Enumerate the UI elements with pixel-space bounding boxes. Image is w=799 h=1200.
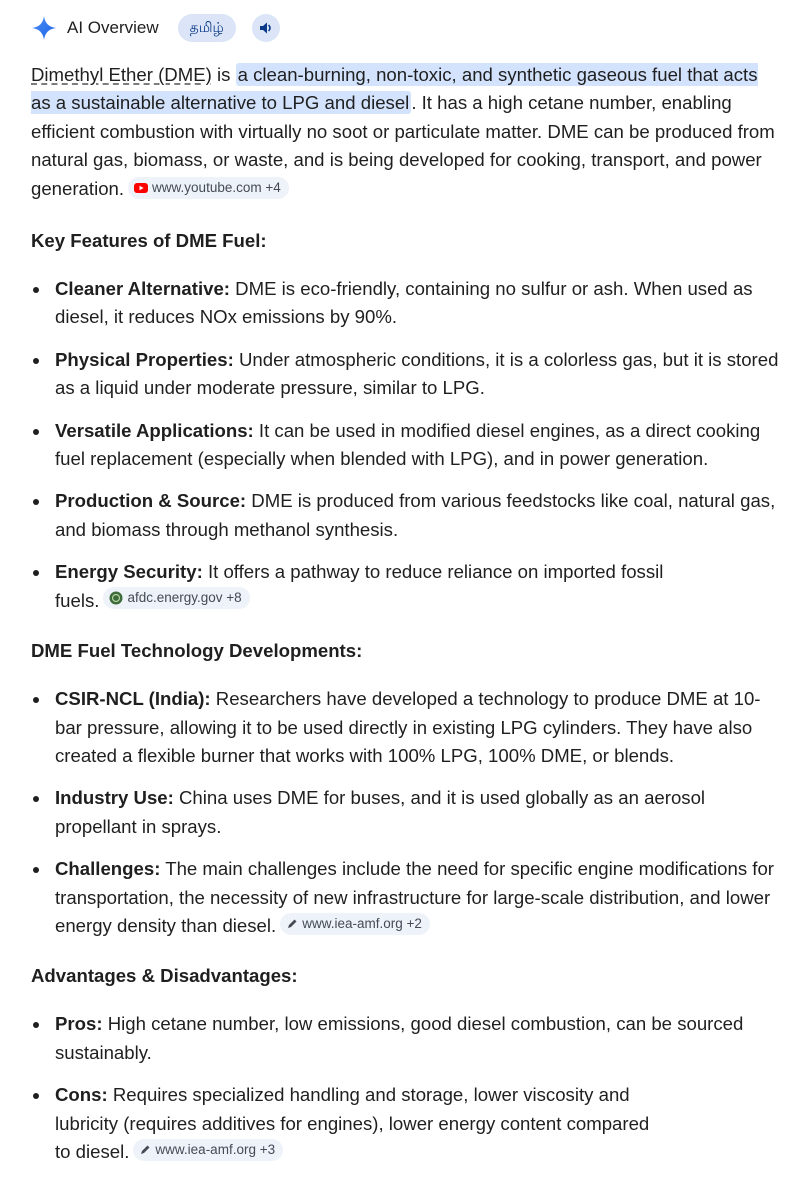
citation-text: www.iea-amf.org +2 xyxy=(302,915,422,931)
item-label: Versatile Applications: xyxy=(55,419,254,441)
item-text: It can be used in modified diesel engines, as a direct cooking fuel replacement (especially when blended with LPG), and in power generation. xyxy=(55,419,761,470)
pen-icon xyxy=(139,1144,151,1156)
item-label: Production & Source: xyxy=(55,490,247,512)
item-text: DME is eco-friendly, containing no sulfur or ash. When used as diesel, it reduces NOx emissions by 90%. xyxy=(55,278,753,328)
developments-list xyxy=(31,685,781,940)
item-label: Energy Security: xyxy=(55,561,203,583)
item-text: The main challenges include the need for specific engine modifications for transportation, the necessity of new infrastructure for large-scale distribution, and lower energy density than diesel. xyxy=(55,858,775,936)
item-label: Physical Properties: xyxy=(55,348,234,370)
citation-text: www.youtube.com +4 xyxy=(152,179,281,195)
sparkle-icon xyxy=(31,15,57,41)
intro-paragraph xyxy=(31,61,781,203)
item-label: CSIR-NCL (India): xyxy=(55,688,211,710)
list-item xyxy=(31,784,781,841)
intro-is: is xyxy=(211,64,236,85)
list-item xyxy=(31,685,781,770)
list-item xyxy=(31,487,781,544)
dme-term-link[interactable]: Dimethyl Ether (DME) xyxy=(31,64,212,85)
item-label: Cons: xyxy=(55,1084,108,1106)
item-text: It offers a pathway to reduce reliance on imported fossil fuels. xyxy=(55,561,664,611)
ai-overview-title: AI Overview xyxy=(67,17,159,37)
item-label: Industry Use: xyxy=(55,787,174,809)
item-text: China uses DME for buses, and it is used globally as an aerosol propellant in sprays. xyxy=(55,787,706,837)
speaker-icon[interactable] xyxy=(252,14,280,42)
pros-cons-list xyxy=(31,1010,781,1166)
citation-chip[interactable] xyxy=(280,913,430,935)
citation-text: www.iea-amf.org +3 xyxy=(155,1141,276,1157)
item-text: High cetane number, low emissions, good diesel combustion, can be sourced sustainably. xyxy=(55,1013,744,1063)
list-item xyxy=(31,275,781,332)
item-label: Cleaner Alternative: xyxy=(55,278,230,300)
language-chip[interactable]: தமிழ் xyxy=(178,14,236,42)
intro-rest: . It has a high cetane number, enabling efficient combustion with virtually no soot or particulate matter. DME can be produced from natural gas, biomass, or waste, and is being developed for cooking, transport, and power generation. xyxy=(31,92,775,199)
citation-text: afdc.energy.gov +8 xyxy=(127,589,242,605)
section-heading: DME Fuel Technology Developments: xyxy=(31,640,363,662)
youtube-icon xyxy=(134,183,148,193)
item-text: DME is produced from various feedstocks like coal, natural gas, and biomass through methanol synthesis. xyxy=(55,490,776,540)
list-item xyxy=(31,346,781,403)
list-item xyxy=(31,1010,781,1067)
item-label: Pros: xyxy=(55,1013,103,1035)
section-heading: Advantages & Disadvantages: xyxy=(31,965,298,987)
overview-content xyxy=(31,61,781,1166)
citation-chip[interactable] xyxy=(133,1139,283,1161)
pen-icon xyxy=(286,918,298,930)
list-item xyxy=(31,558,781,615)
citation-chip[interactable] xyxy=(128,177,289,199)
citation-chip[interactable] xyxy=(103,587,249,609)
item-text: Requires specialized handling and storage, lower viscosity and lubricity (requires additives for engines), lower energy content compared to diesel. xyxy=(55,1084,650,1162)
item-label: Challenges: xyxy=(55,858,161,880)
item-text: Under atmospheric conditions, it is a colorless gas, but it is stored as a liquid under moderate pressure, similar to LPG. xyxy=(55,348,779,399)
ai-overview-header xyxy=(31,13,280,43)
list-item xyxy=(31,1081,781,1166)
feature-list xyxy=(31,275,781,615)
site-favicon-icon xyxy=(109,591,123,605)
list-item xyxy=(31,855,781,940)
item-text: Researchers have developed a technology to produce DME at 10-bar pressure, allowing it to be used directly in existing LPG cylinders. They have also created a flexible burner that works with 100% LPG, 100% DME, or blends. xyxy=(55,688,761,766)
section-heading: Key Features of DME Fuel: xyxy=(31,230,267,252)
list-item xyxy=(31,417,781,474)
intro-highlight[interactable]: a clean-burning, non-toxic, and synthetic gaseous fuel that acts as a sustainable alternative to LPG and diesel xyxy=(31,64,758,114)
